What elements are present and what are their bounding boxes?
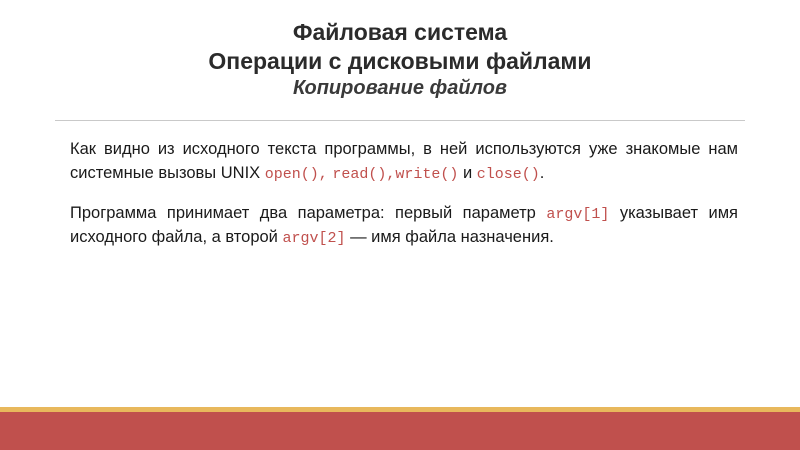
paragraph-2 bbox=[70, 202, 738, 250]
code-close: close() bbox=[476, 165, 540, 183]
paragraph-2-text-3: — имя файла назначения. bbox=[345, 227, 554, 246]
title-line-1: Файловая система bbox=[292, 19, 508, 45]
paragraph-1-tail: . bbox=[539, 163, 545, 182]
code-open: open(), bbox=[264, 165, 328, 183]
code-argv-1: argv[1] bbox=[546, 205, 610, 223]
slide-title-block bbox=[0, 0, 800, 101]
paragraph-1-text: Как видно из исходного текста программы, в ней используются уже знакомые нам системные вызовы UNIX bbox=[70, 140, 738, 182]
code-read-write: read(),write() bbox=[332, 165, 459, 183]
title-line-2: Операции с дисковыми файлами bbox=[208, 47, 592, 74]
paragraph-1 bbox=[70, 138, 738, 186]
footer-bar bbox=[0, 412, 800, 450]
paragraph-2-text-1: Программа принимает два параметра: первый параметр bbox=[70, 203, 547, 222]
slide-body bbox=[70, 138, 738, 250]
title-line-3: Копирование файлов bbox=[292, 76, 508, 99]
title-divider bbox=[55, 120, 745, 121]
paragraph-1-mid: и bbox=[458, 163, 477, 182]
paragraph-2-text-2: указывает имя исходного файла, а второй bbox=[70, 203, 738, 246]
code-argv-2: argv[2] bbox=[282, 229, 346, 247]
